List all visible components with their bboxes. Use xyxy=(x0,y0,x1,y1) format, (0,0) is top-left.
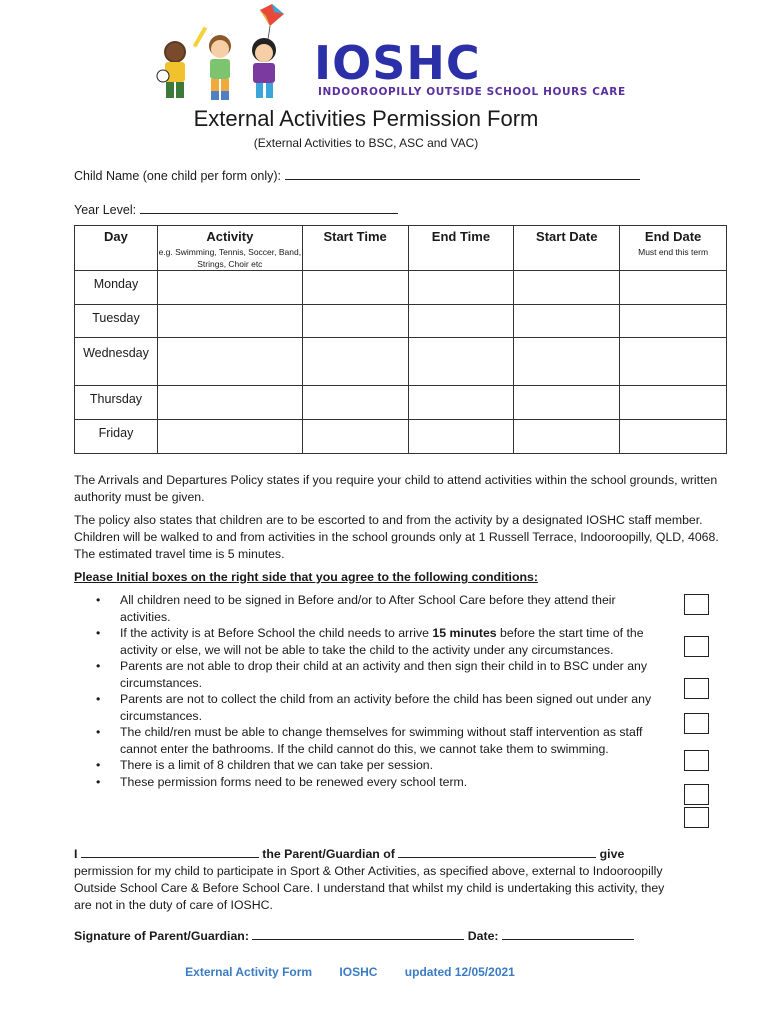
start-time-cell[interactable] xyxy=(302,271,408,305)
activity-hint: e.g. Swimming, Tennis, Soccer, Band, Strings, Choir etc xyxy=(158,247,302,269)
end-time-cell[interactable] xyxy=(408,305,514,338)
end-time-cell[interactable] xyxy=(408,338,514,386)
day-cell: Monday xyxy=(75,271,158,305)
end-date-cell[interactable] xyxy=(620,420,727,454)
list-item: • The child/ren must be able to change themselves for swimming without staff intervention as staff cannot enter the bathrooms. If the child cannot do this, we cannot take them to swimming. xyxy=(96,725,643,756)
end-date-cell[interactable] xyxy=(620,271,727,305)
parent-name-input[interactable] xyxy=(81,846,259,858)
header-activity: Activity e.g. Swimming, Tennis, Soccer, Band, Strings, Choir etc xyxy=(157,226,302,271)
signature-line: Signature of Parent/Guardian: Date: xyxy=(74,928,634,943)
list-item: • There is a limit of 8 children that we can take per session. xyxy=(96,758,434,772)
end-time-cell[interactable] xyxy=(408,386,514,420)
activity-cell[interactable] xyxy=(157,338,302,386)
start-time-cell[interactable] xyxy=(302,305,408,338)
day-cell: Tuesday xyxy=(75,305,158,338)
table-row xyxy=(75,386,727,420)
child-name-input[interactable] xyxy=(285,168,640,180)
activity-schedule-table xyxy=(74,225,727,454)
brand-tagline: INDOOROOPILLY OUTSIDE SCHOOL HOURS CARE xyxy=(318,86,626,98)
year-level-label: Year Level: xyxy=(74,203,137,217)
start-date-cell[interactable] xyxy=(514,305,620,338)
header-end-time: End Time xyxy=(408,226,514,271)
header-start-date: Start Date xyxy=(514,226,620,271)
initial-box-4[interactable] xyxy=(684,713,709,734)
brand-logo-text: IOSHC xyxy=(314,36,481,90)
conditions-list xyxy=(92,592,662,790)
list-item: • If the activity is at Before School the child needs to arrive 15 minutes before the start time of the activity or else, we will not be able to take the child to the activity under any circumstances. xyxy=(96,626,644,657)
header-start-time: Start Time xyxy=(302,226,408,271)
table-row xyxy=(75,271,727,305)
end-date-hint: Must end this term xyxy=(638,247,709,257)
year-level-field xyxy=(74,202,398,217)
header-end-date: End Date Must end this term xyxy=(620,226,727,271)
list-item: • Parents are not able to drop their child at an activity and then sign their child in to BSC under any circumstances. xyxy=(96,659,648,690)
day-cell: Wednesday xyxy=(75,338,158,386)
start-time-cell[interactable] xyxy=(302,386,408,420)
activity-cell[interactable] xyxy=(157,305,302,338)
initial-box-1[interactable] xyxy=(684,594,709,615)
footer-org: IOSHC xyxy=(339,965,378,979)
policy-paragraph-2: The policy also states that children are to be escorted to and from the activity by a designated IOSHC staff member. Children will be walked to and from activities in the school grounds only at 1 Russell Terrace, Indooroopilly, QLD, 4068. The estimated travel time is 5 minutes. xyxy=(74,513,719,561)
initial-box-2[interactable] xyxy=(684,636,709,657)
end-date-cell[interactable] xyxy=(620,386,727,420)
day-cell: Friday xyxy=(75,420,158,454)
start-time-cell[interactable] xyxy=(302,420,408,454)
table-row xyxy=(75,420,727,454)
day-cell: Thursday xyxy=(75,386,158,420)
kids-kite-illustration xyxy=(150,4,315,104)
end-date-cell[interactable] xyxy=(620,305,727,338)
year-level-input[interactable] xyxy=(140,202,398,214)
start-date-cell[interactable] xyxy=(514,338,620,386)
activity-cell[interactable] xyxy=(157,271,302,305)
initial-box-6[interactable] xyxy=(684,784,709,805)
footer-updated: updated 12/05/2021 xyxy=(404,965,515,979)
soccer-ball-icon xyxy=(157,70,169,82)
consent-line: I the Parent/Guardian of give xyxy=(74,847,625,861)
table-row xyxy=(75,338,727,386)
child-name-consent-input[interactable] xyxy=(398,846,596,858)
start-date-cell[interactable] xyxy=(514,420,620,454)
footer xyxy=(0,965,700,979)
fifteen-minutes-emphasis: 15 minutes xyxy=(432,626,497,640)
child-name-label: Child Name (one child per form only): xyxy=(74,169,282,183)
header-day: Day xyxy=(75,226,158,271)
child-name-field xyxy=(74,168,640,183)
table-header-row xyxy=(75,226,727,271)
list-item: • All children need to be signed in Before and/or to After School Care before they attend their activities. xyxy=(96,593,616,624)
list-item: • Parents are not to collect the child from an activity before the child has been signed out under any circumstances. xyxy=(96,692,652,723)
activity-cell[interactable] xyxy=(157,386,302,420)
start-date-cell[interactable] xyxy=(514,271,620,305)
end-time-cell[interactable] xyxy=(408,420,514,454)
end-date-cell[interactable] xyxy=(620,338,727,386)
form-subtitle: (External Activities to BSC, ASC and VAC) xyxy=(253,136,479,150)
start-time-cell[interactable] xyxy=(302,338,408,386)
end-time-cell[interactable] xyxy=(408,271,514,305)
consent-body: permission for my child to participate in Sport & Other Activities, as specified above, external to Indooroopilly Outside School Care & Before School Care. I understand that whilst my child is undertaking this activity, they are not in the duty of care of IOSHC. xyxy=(74,864,665,912)
initial-box-3[interactable] xyxy=(684,678,709,699)
table-row xyxy=(75,305,727,338)
footer-form-name: External Activity Form xyxy=(185,965,313,979)
date-input[interactable] xyxy=(502,928,634,940)
initial-box-7[interactable] xyxy=(684,807,709,828)
signature-input[interactable] xyxy=(252,928,464,940)
policy-paragraph-1: The Arrivals and Departures Policy states if you require your child to attend activities within the school grounds, written authority must be given. xyxy=(74,473,718,504)
initial-box-5[interactable] xyxy=(684,750,709,771)
form-title: External Activities Permission Form xyxy=(193,106,539,131)
list-item: • These permission forms need to be renewed every school term. xyxy=(96,774,468,789)
activity-cell[interactable] xyxy=(157,420,302,454)
conditions-heading: Please Initial boxes on the right side that you agree to the following conditions: xyxy=(74,570,538,584)
start-date-cell[interactable] xyxy=(514,386,620,420)
